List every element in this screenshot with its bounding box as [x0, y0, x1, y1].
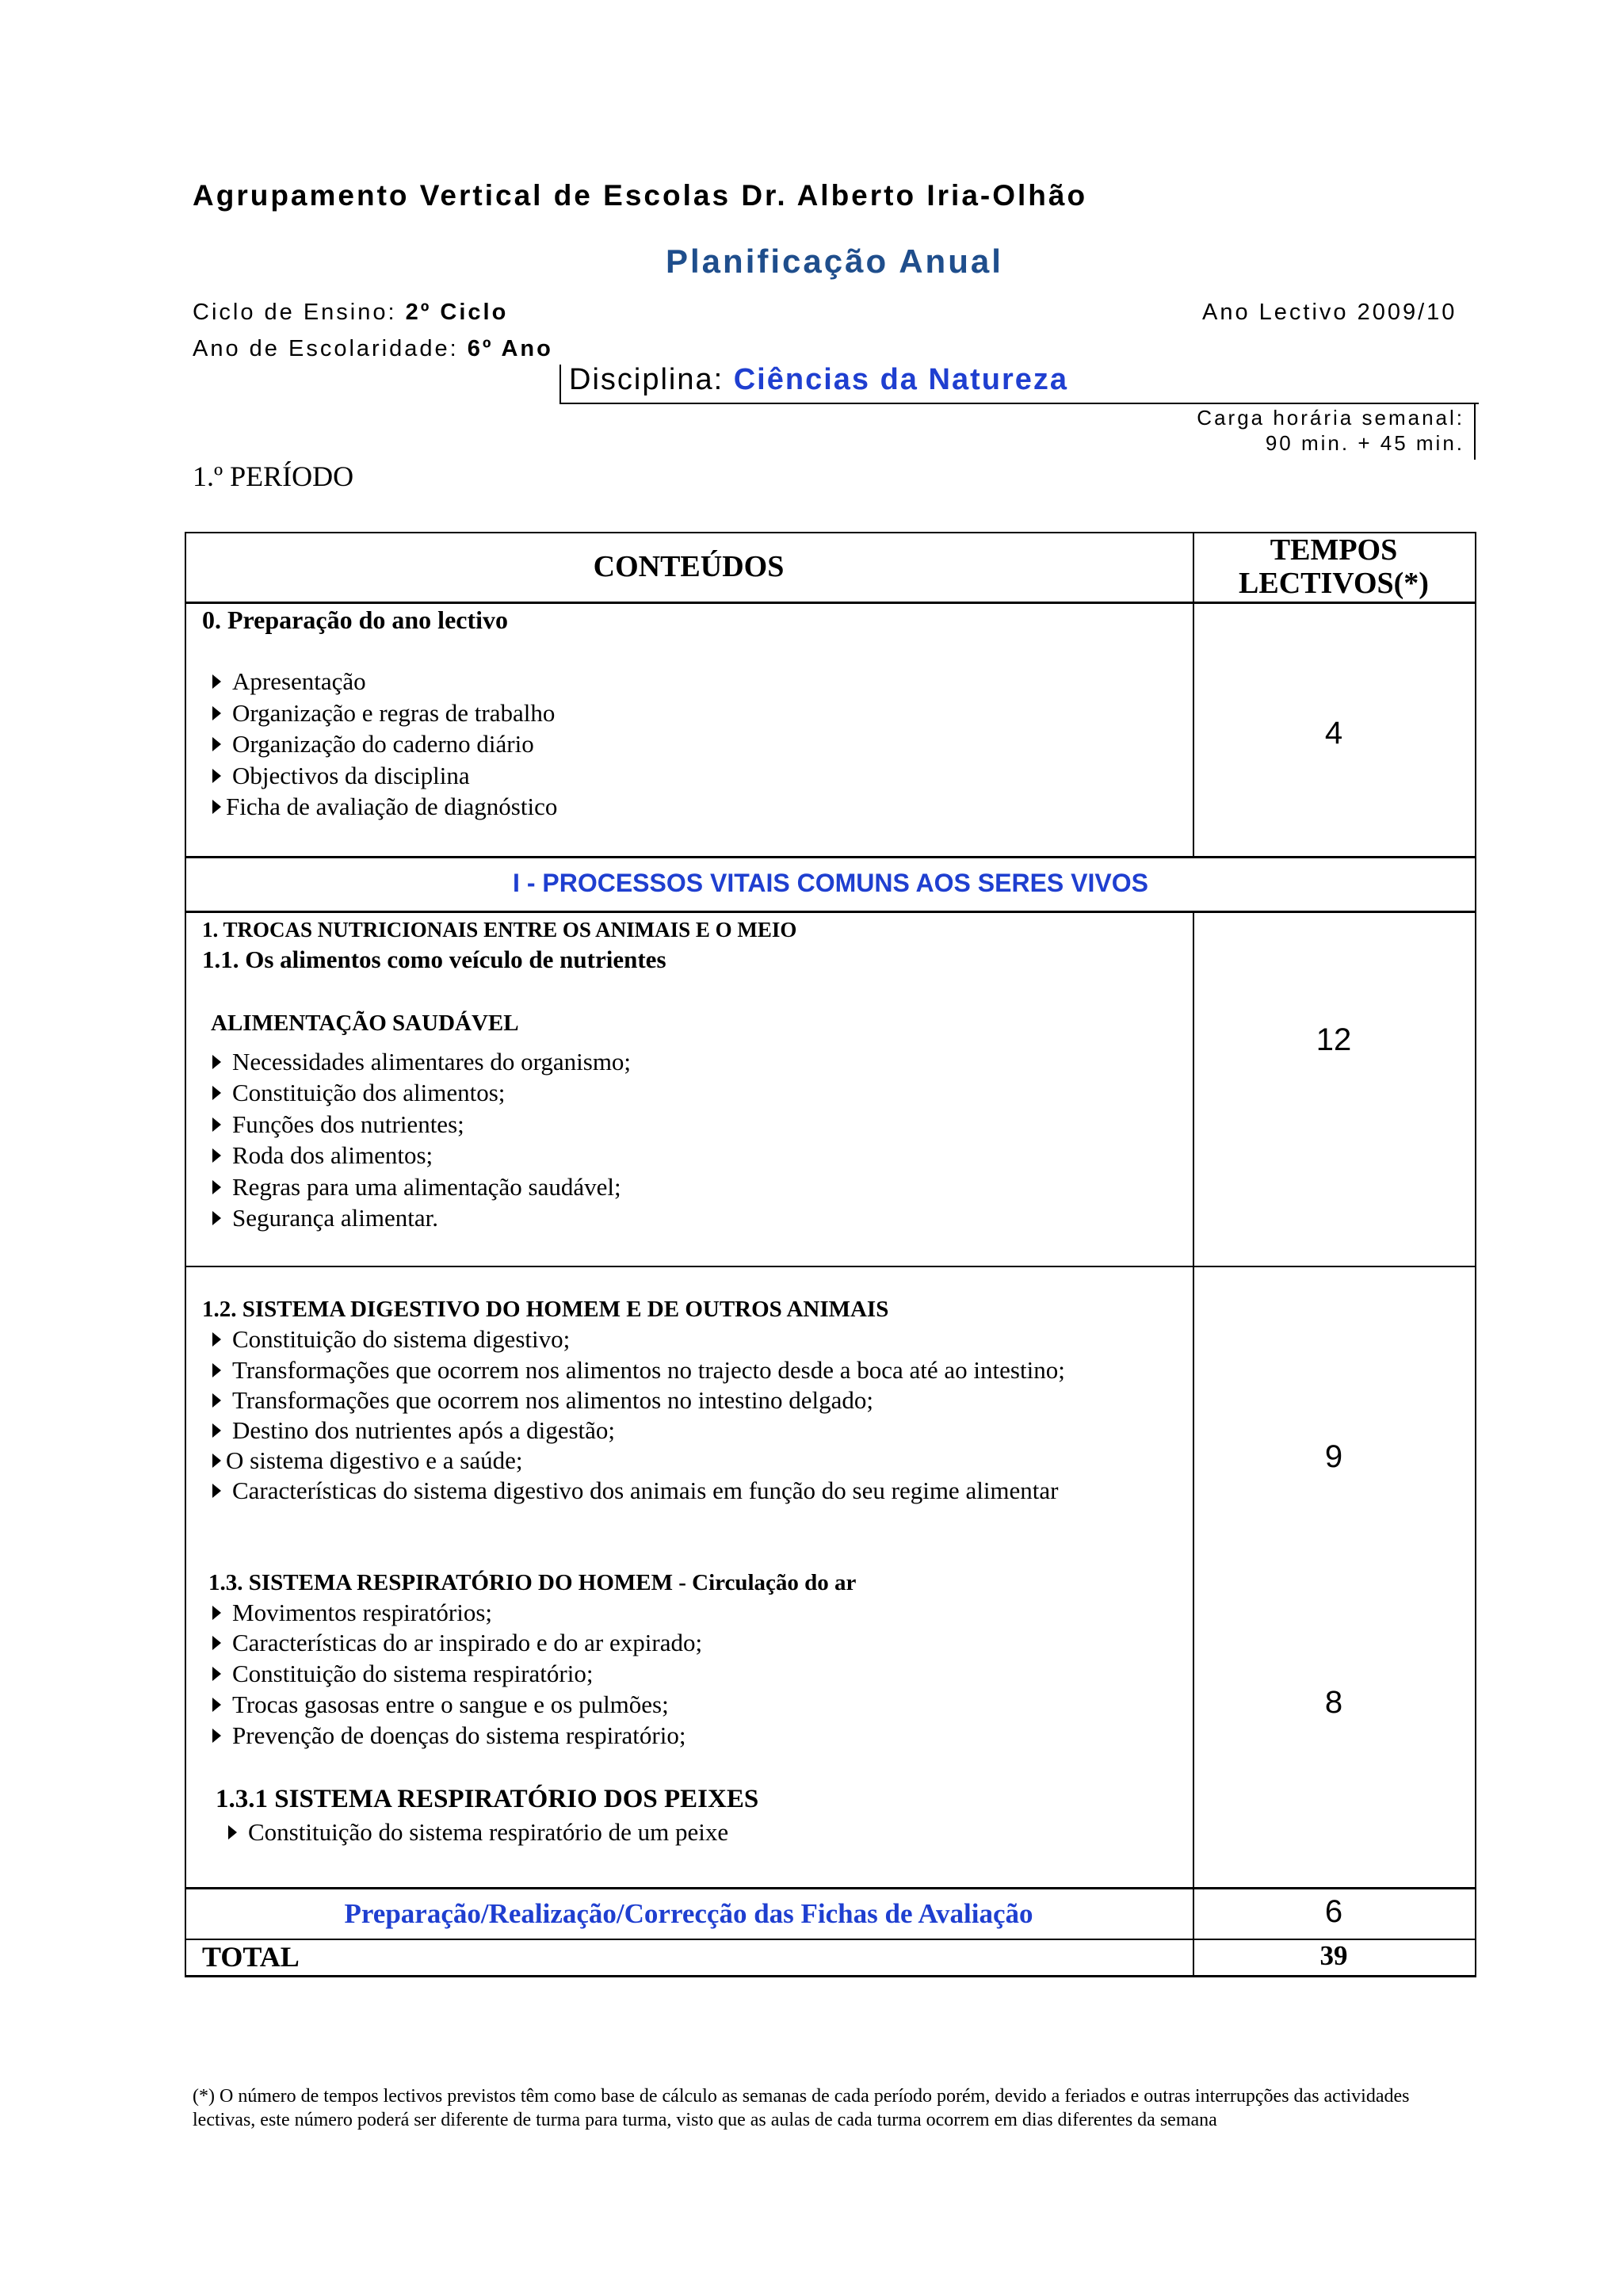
list-item: Transformações que ocorrem nos alimentos no intestino delgado;	[212, 1386, 873, 1415]
ano-lectivo: Ano Lectivo 2009/10	[1202, 300, 1457, 325]
section3-rule	[185, 1887, 1476, 1889]
ano-label: Ano de Escolaridade:	[193, 336, 459, 361]
col-header-tempos-1: TEMPOS	[1270, 533, 1398, 567]
list-item: O sistema digestivo e a saúde;	[212, 1446, 523, 1475]
ano-escolaridade	[193, 336, 553, 362]
carga-horaria-label: Carga horária semanal:	[1197, 406, 1465, 430]
bullet-triangle-icon	[212, 1729, 221, 1743]
block-title: I - PROCESSOS VITAIS COMUNS AOS SERES VIVOS	[513, 869, 1148, 897]
document-title: Planificação Anual	[666, 243, 1003, 280]
block-title-rule	[185, 911, 1476, 913]
list-item: Destino dos nutrientes após a digestão;	[212, 1416, 615, 1445]
list-item: Segurança alimentar.	[212, 1204, 438, 1232]
bullet-triangle-icon	[212, 737, 221, 751]
disciplina-label: Disciplina:	[569, 363, 724, 396]
section3-subtitle: 1.3.1 SISTEMA RESPIRATÓRIO DOS PEIXES	[216, 1785, 759, 1813]
total-value: 39	[1319, 1940, 1348, 1971]
list-item: Movimentos respiratórios;	[212, 1599, 492, 1627]
total-label: TOTAL	[202, 1941, 300, 1973]
bullet-triangle-icon	[212, 1363, 221, 1377]
bullet-triangle-icon	[212, 1211, 221, 1225]
carga-horaria-value: 90 min. + 45 min.	[1265, 431, 1465, 455]
school-name: Agrupamento Vertical de Escolas Dr. Alberto Iria-Olhão	[193, 179, 1088, 212]
bullet-triangle-icon	[212, 1636, 221, 1650]
bullet-triangle-icon	[212, 1484, 221, 1498]
table-border-bottom	[185, 1975, 1476, 1977]
list-item: Necessidades alimentares do organismo;	[212, 1048, 631, 1076]
ciclo-value: 2º Ciclo	[405, 300, 509, 325]
header-rule	[185, 602, 1476, 604]
list-item: Constituição do sistema respiratório;	[212, 1660, 593, 1688]
bullet-triangle-icon	[212, 1423, 221, 1438]
list-item: Características do ar inspirado e do ar expirado;	[212, 1629, 702, 1657]
list-item: Constituição do sistema respiratório de um peixe	[228, 1818, 728, 1847]
bullet-triangle-icon	[212, 1606, 221, 1620]
disciplina	[569, 363, 1068, 397]
bullet-triangle-icon	[212, 1332, 221, 1347]
bullet-triangle-icon	[212, 1055, 221, 1069]
bullet-triangle-icon	[212, 1454, 221, 1468]
tempos-section1: 12	[1316, 1022, 1352, 1057]
table-border-left	[185, 532, 186, 1977]
list-item: Constituição do sistema digestivo;	[212, 1325, 570, 1354]
ano-value: 6º Ano	[467, 336, 553, 361]
col-header-tempos-2: LECTIVOS(*)	[1239, 567, 1429, 600]
bullet-triangle-icon	[212, 1667, 221, 1681]
bullet-triangle-icon	[212, 1086, 221, 1100]
list-item: Trocas gasosas entre o sangue e os pulmões;	[212, 1690, 669, 1719]
list-item: Constituição dos alimentos;	[212, 1079, 505, 1107]
tempos-section0: 4	[1324, 716, 1343, 751]
bullet-triangle-icon	[212, 1117, 221, 1132]
section3-title: 1.3. SISTEMA RESPIRATÓRIO DO HOMEM - Circulação do ar	[208, 1570, 857, 1595]
carga-divider	[1474, 403, 1476, 460]
list-item: Ficha de avaliação de diagnóstico	[212, 793, 557, 821]
footnote: (*) O número de tempos lectivos previstos têm como base de cálculo as semanas de cada período porém, devido a feriados e outras interrupções das actividades lectivas, este número poderá ser diferente de turma para turma, visto que as aulas de cada turma ocorrem em dias diferentes da semana	[193, 2086, 1410, 2130]
section1-rule	[185, 1266, 1476, 1267]
fichas-tempos: 6	[1324, 1894, 1343, 1929]
list-item: Objectivos da disciplina	[212, 762, 470, 790]
tempos-section3: 8	[1324, 1685, 1343, 1720]
list-item: Organização e regras de trabalho	[212, 699, 555, 728]
bullet-triangle-icon	[212, 1698, 221, 1712]
section1-title-b: 1.1. Os alimentos como veículo de nutrientes	[202, 946, 666, 973]
section2-title: 1.2. SISTEMA DIGESTIVO DO HOMEM E DE OUTROS ANIMAIS	[202, 1297, 889, 1322]
bullet-triangle-icon	[212, 706, 221, 720]
ciclo-ensino	[193, 300, 508, 326]
disciplina-value: Ciências da Natureza	[733, 363, 1068, 396]
list-item: Organização do caderno diário	[212, 730, 534, 758]
list-item: Roda dos alimentos;	[212, 1141, 433, 1170]
bullet-triangle-icon	[212, 1180, 221, 1194]
bullet-triangle-icon	[212, 1393, 221, 1408]
fichas-label: Preparação/Realização/Correcção das Fichas de Avaliação	[344, 1898, 1033, 1929]
tempos-section2: 9	[1324, 1439, 1343, 1474]
bullet-triangle-icon	[212, 769, 221, 783]
section1-title-a: 1. TROCAS NUTRICIONAIS ENTRE OS ANIMAIS E O MEIO	[202, 918, 797, 942]
section0-rule	[185, 856, 1476, 858]
bullet-triangle-icon	[228, 1825, 237, 1839]
section1-subtitle: ALIMENTAÇÃO SAUDÁVEL	[211, 1010, 519, 1036]
list-item: Regras para uma alimentação saudável;	[212, 1173, 621, 1201]
bullet-triangle-icon	[212, 800, 221, 814]
table-border-right	[1475, 532, 1476, 1977]
section0-title: 0. Preparação do ano lectivo	[202, 606, 509, 634]
bullet-triangle-icon	[212, 1148, 221, 1163]
list-item: Funções dos nutrientes;	[212, 1110, 464, 1139]
periodo-heading: 1.º PERÍODO	[193, 460, 354, 492]
bullet-triangle-icon	[212, 674, 221, 689]
list-item: Características do sistema digestivo dos animais em função do seu regime alimentar	[212, 1477, 1059, 1505]
col-header-conteudos: CONTEÚDOS	[593, 550, 785, 583]
list-item: Prevenção de doenças do sistema respiratório;	[212, 1721, 685, 1750]
list-item: Transformações que ocorrem nos alimentos no trajecto desde a boca até ao intestino;	[212, 1356, 1065, 1385]
list-item: Apresentação	[212, 667, 366, 696]
ciclo-label: Ciclo de Ensino:	[193, 300, 397, 325]
